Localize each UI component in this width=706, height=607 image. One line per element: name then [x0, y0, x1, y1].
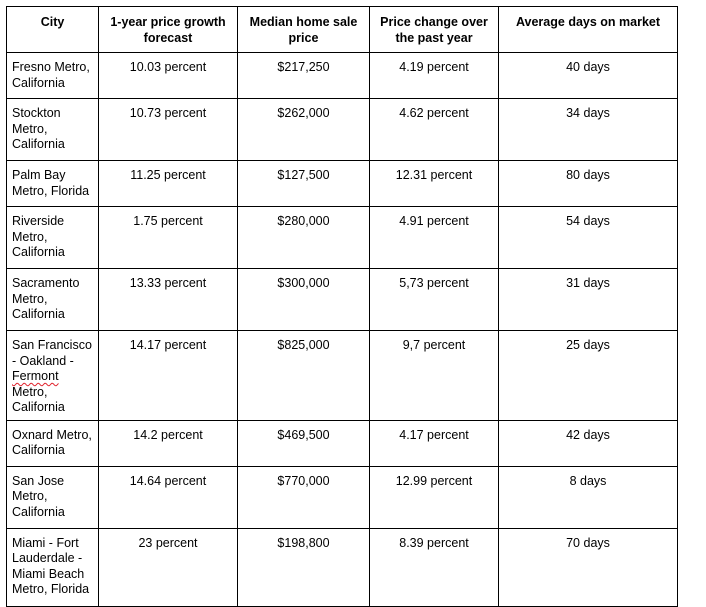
price-change-cell: 4.91 percent	[370, 207, 499, 269]
days-cell: 25 days	[499, 331, 678, 421]
city-cell: Oxnard Metro, California	[7, 420, 99, 466]
city-text: San Francisco - Oakland -	[12, 338, 92, 368]
city-cell: San Jose Metro, California	[7, 466, 99, 528]
forecast-cell: 14.2 percent	[99, 420, 238, 466]
days-cell: 42 days	[499, 420, 678, 466]
header-row	[7, 7, 678, 53]
header-city: City	[7, 7, 99, 53]
forecast-cell: 1.75 percent	[99, 207, 238, 269]
median-price-cell: $825,000	[238, 331, 370, 421]
price-change-cell: 4.19 percent	[370, 53, 499, 99]
city-cell: Palm Bay Metro, Florida	[7, 161, 99, 207]
days-cell: 40 days	[499, 53, 678, 99]
median-price-cell: $198,800	[238, 528, 370, 606]
header-forecast: 1-year price growth forecast	[99, 7, 238, 53]
price-change-cell: 12.31 percent	[370, 161, 499, 207]
header-median-price: Median home sale price	[238, 7, 370, 53]
median-price-cell: $280,000	[238, 207, 370, 269]
forecast-cell: 10.73 percent	[99, 99, 238, 161]
forecast-cell: 11.25 percent	[99, 161, 238, 207]
housing-forecast-table	[6, 6, 678, 607]
price-change-cell: 5,73 percent	[370, 269, 499, 331]
median-price-cell: $469,500	[238, 420, 370, 466]
days-cell: 8 days	[499, 466, 678, 528]
table-row	[7, 331, 678, 421]
price-change-cell: 8.39 percent	[370, 528, 499, 606]
header-price-change: Price change over the past year	[370, 7, 499, 53]
median-price-cell: $770,000	[238, 466, 370, 528]
misspelled-word: Fermont	[12, 369, 59, 383]
table-row	[7, 528, 678, 606]
median-price-cell: $127,500	[238, 161, 370, 207]
city-text: Metro, California	[12, 384, 65, 414]
days-cell: 31 days	[499, 269, 678, 331]
median-price-cell: $262,000	[238, 99, 370, 161]
days-cell: 34 days	[499, 99, 678, 161]
price-change-cell: 4.17 percent	[370, 420, 499, 466]
forecast-cell: 14.64 percent	[99, 466, 238, 528]
table-row	[7, 207, 678, 269]
forecast-cell: 23 percent	[99, 528, 238, 606]
days-cell: 54 days	[499, 207, 678, 269]
table-row	[7, 99, 678, 161]
city-cell: Stockton Metro, California	[7, 99, 99, 161]
days-cell: 70 days	[499, 528, 678, 606]
median-price-cell: $217,250	[238, 53, 370, 99]
forecast-cell: 13.33 percent	[99, 269, 238, 331]
price-change-cell: 4.62 percent	[370, 99, 499, 161]
price-change-cell: 9,7 percent	[370, 331, 499, 421]
header-days-on-market: Average days on market	[499, 7, 678, 53]
table-row	[7, 53, 678, 99]
table-row	[7, 269, 678, 331]
city-cell: Miami - Fort Lauderdale - Miami Beach Metro, Florida	[7, 528, 99, 606]
forecast-cell: 10.03 percent	[99, 53, 238, 99]
price-change-cell: 12.99 percent	[370, 466, 499, 528]
table-row	[7, 161, 678, 207]
city-cell: Fresno Metro, California	[7, 53, 99, 99]
forecast-cell: 14.17 percent	[99, 331, 238, 421]
table-row	[7, 466, 678, 528]
days-cell: 80 days	[499, 161, 678, 207]
table-row	[7, 420, 678, 466]
city-cell: Riverside Metro, California	[7, 207, 99, 269]
median-price-cell: $300,000	[238, 269, 370, 331]
city-cell	[7, 331, 99, 421]
city-cell: Sacramento Metro, California	[7, 269, 99, 331]
